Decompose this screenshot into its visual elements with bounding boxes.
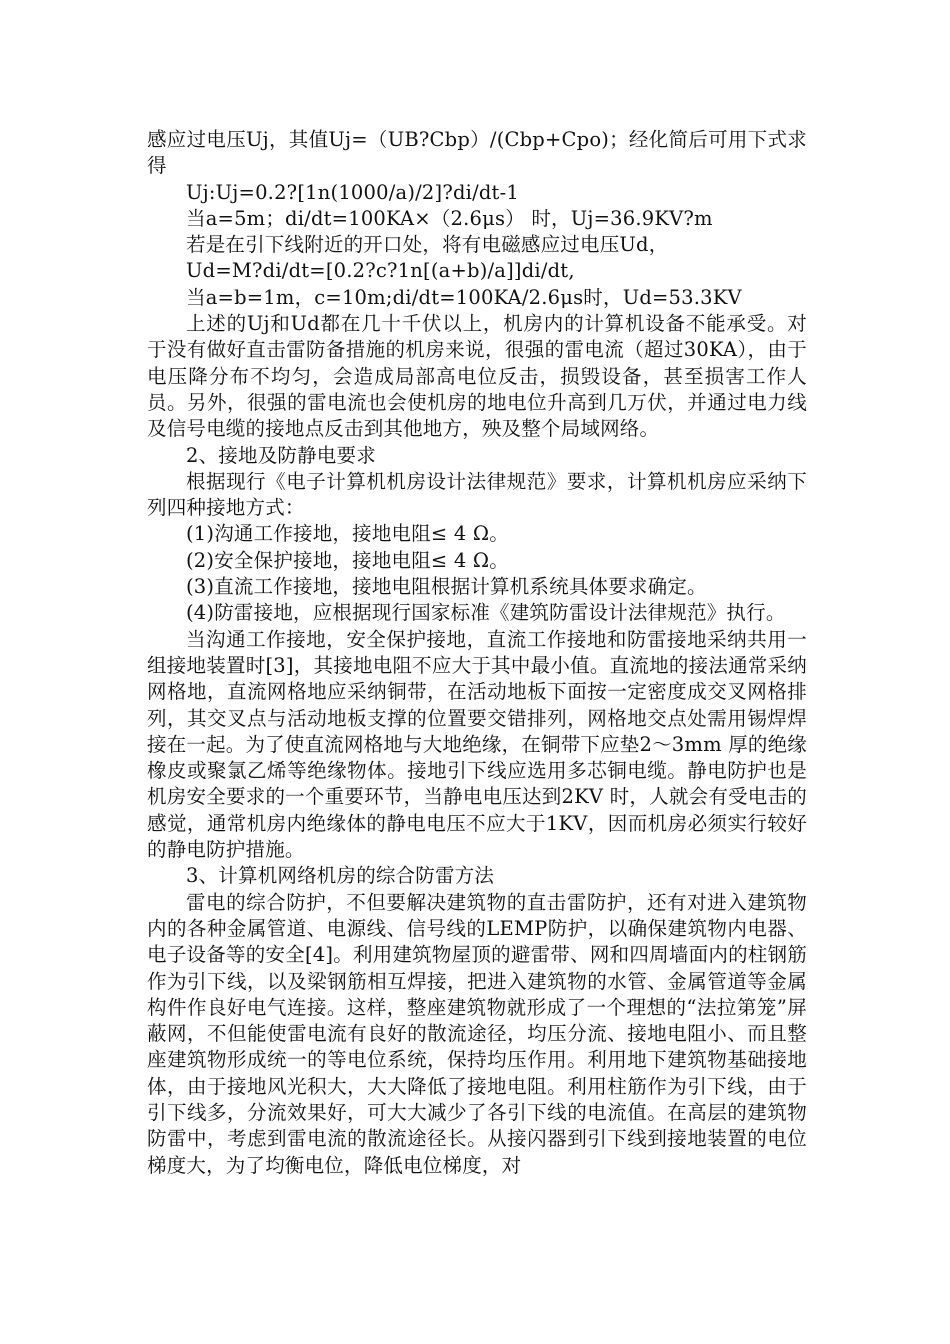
paragraph-formula-uj: Uj:Uj=0.2?[1n(1000/a)/2]?di/dt-1 — [186, 180, 519, 204]
section-heading-grounding: 2、接地及防静电要求 — [186, 443, 376, 467]
paragraph-formula-intro: 感应过电压Uj，其值Uj=（UB?Cbp）/(Cbp+Cpo)；经化简后可用下式求得 — [147, 128, 807, 178]
list-item-grounding-2: (2)安全保护接地，接地电阻≤ 4 Ω。 — [186, 548, 509, 572]
paragraph-formula-ud: Ud=M?di/dt=[0.2?c?1n[(a+b)/a]]di/dt, — [186, 259, 575, 283]
paragraph-ud-intro: 若是在引下线附近的开口处，将有电磁感应过电压Ud， — [186, 233, 669, 257]
list-item-grounding-1: (1)沟通工作接地，接地电阻≤ 4 Ω。 — [186, 522, 509, 546]
paragraph-overvoltage-effects: 上述的Uj和Ud都在几十千伏以上，机房内的计算机设备不能承受。对于没有做好直击雷防备措施的机房来说，很强的雷电流（超过30KA），由于电压降分布不均匀，会造成局部高电位反击，损毁设备，甚至损害工作人员。另外，很强的雷电流也会使机房的地电位升高到几万伏，并通过电力线及信号电缆的接地点反击到其他地方，殃及整个局域网络。 — [147, 312, 807, 441]
document-body — [147, 127, 807, 1179]
paragraph-ud-value: 当a=b=1m，c=10m;di/dt=100KA/2.6μs时，Ud=53.3KV — [186, 285, 742, 309]
paragraph-lightning-protection: 雷电的综合防护，不但要解决建筑物的直击雷防护，还有对进入建筑物内的各种金属管道、电源线、信号线的LEMP防护，以确保建筑物内电器、电子设备等的安全[4]。利用建筑物屋顶的避雷带、网和四周墙面内的柱钢筋作为引下线，以及梁钢筋相互焊接，把进入建筑物的水管、金属管道等金属构件作良好电气连接。这样，整座建筑物就形成了一个理想的“法拉第笼”屏蔽网，不但能使雷电流有良好的散流途径，均压分流、接地电阻小、而且整座建筑物形成统一的等电位系统，保持均压作用。利用地下建筑物基础接地体，由于接地风光积大，大大降低了接地电阻。利用柱筋作为引下线，由于引下线多，分流效果好，可大大减少了各引下线的电流值。在高层的建筑物防雷中，考虑到雷电流的散流途径长。从接闪器到引下线到接地装置的电位梯度大，为了均衡电位，降低电位梯度，对 — [147, 890, 807, 1177]
paragraph-grounding-details: 当沟通工作接地，安全保护接地，直流工作接地和防雷接地采纳共用一组接地装置时[3]，其接地电阻不应大于其中最小值。直流地的接法通常采纳网格地，直流网格地应采纳铜带，在活动地板下面按一定密度成交叉网格排列，其交叉点与活动地板支撑的位置要交错排列，网格地交点处需用锡焊焊接在一起。为了使直流网格地与大地绝缘，在铜带下应垫2～3mm 厚的绝缘橡皮或聚氯乙烯等绝缘物体。接地引下线应选用多芯铜电缆。静电防护也是机房安全要求的一个重要环节，当静电电压达到2KV 时，人就会有受电击的感觉，通常机房内绝缘体的静电电压不应大于1KV，因而机房必须实行较好的静电防护措施。 — [147, 627, 807, 862]
paragraph-uj-value: 当a=5m；di/dt=100KA×（2.6μs） 时，Uj=36.9KV?m — [186, 206, 713, 230]
list-item-grounding-4: (4)防雷接地，应根据现行国家标准《建筑防雷设计法律规范》执行。 — [186, 601, 786, 625]
list-item-grounding-3: (3)直流工作接地，接地电阻根据计算机系统具体要求确定。 — [186, 575, 707, 599]
section-heading-lightning-protection: 3、计算机网络机房的综合防雷方法 — [186, 864, 495, 888]
paragraph-grounding-requirements: 根据现行《电子计算机机房设计法律规范》要求，计算机机房应采纳下列四种接地方式： — [147, 469, 807, 520]
